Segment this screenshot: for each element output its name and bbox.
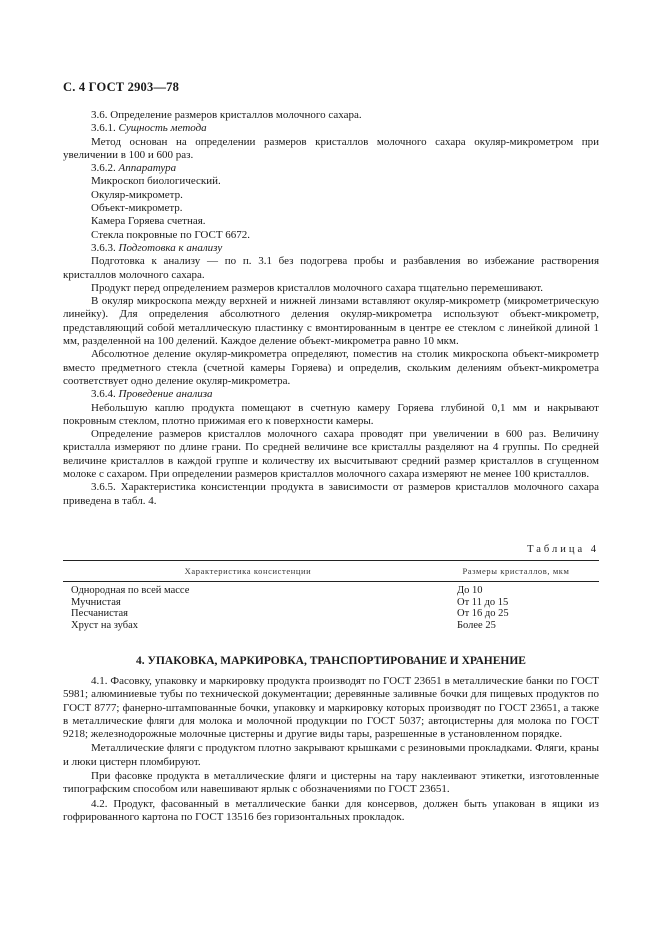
column-header-size: Размеры кристаллов, мкм [462,566,570,576]
subsection-title: Подготовка к анализу [118,241,223,254]
page-header: С. 4 ГОСТ 2903—78 [63,80,180,94]
cell-size: От 16 до 25 [457,608,509,619]
body-text [63,109,599,508]
cell-size: От 11 до 15 [457,596,509,608]
paragraph: 4.2. Продукт, фасованный в металлические банки для консервов, должен быть упакован в ящики из гофрированного картона по ГОСТ 13516 без горизонтальных прокладок. [63,797,599,823]
table-row [63,585,599,597]
cell-consistency: Мучнистая [71,596,121,608]
section-title: 4. УПАКОВКА, МАРКИРОВКА, ТРАНСПОРТИРОВАНИЕ И ХРАНЕНИЕ [136,655,526,667]
subsection-title: Сущность метода [118,122,207,135]
section-text [63,675,599,825]
paragraph: 3.6.2. Аппаратура [91,162,177,175]
paragraph: 3.6.4. Проведение анализа [91,388,213,401]
paragraph: Абсолютное деление окуляр-микрометра определяют, поместив на столик микроскопа объект-микрометр вместо предметного стекла (счетной камеры Горяева) и определив, скольким делениям объект-микрометра соответствует одно деление окуляр-микрометра. [63,348,599,387]
cell-consistency: Хруст на зубах [71,619,139,631]
table-caption: Таблица 4 [527,544,599,555]
table-row [63,620,599,632]
paragraph: Определение размеров кристаллов молочного сахара проводят при увеличении в 600 раз. Величину кристалла измеряют по длине грани. По средней величине все кристаллы разделяют на 4 группы. По средней величине кристаллов в каждой группе и количеству их высчитывают средний размер кристаллов в сгущенном молоке с сахаром. При определении размеров кристаллов молочного сахара измеряют не менее 100 кристаллов. [63,428,599,481]
paragraph: При фасовке продукта в металлические фляги и цистерны на тару наклеивают этикетки, изготовленные типографским способом или навешивают ярлык с обозначениями по ГОСТ 23651. [63,770,599,796]
paragraph: 3.6.5. Характеристика консистенции продукта в зависимости от размеров кристаллов молочного сахара приведена в табл. 4. [63,481,599,507]
list-item: Окуляр-микрометр. [91,188,183,201]
table-header [63,561,599,581]
paragraph: Небольшую каплю продукта помещают в счетную камеру Горяева глубиной 0,1 мм и накрывают покровным стеклом, плотно прижимая его к поверхности камеры. [63,401,599,427]
subsection-title: Проведение анализа [118,388,213,401]
paragraph: 3.6.1. Сущность метода [91,122,207,135]
paragraph: Металлические фляги с продуктом плотно закрывают крышками с резиновыми прокладками. Фляги, краны и люки цистерн пломбируют. [63,742,599,768]
table-row [63,608,599,620]
list-item: Микроскоп биологический. [91,175,221,188]
paragraph: Продукт перед определением размеров кристаллов молочного сахара тщательно перемешивают. [91,281,543,294]
cell-size: До 10 [457,585,483,596]
subsection-title: Аппаратура [118,162,177,175]
cell-consistency: Песчанистая [71,608,129,619]
paragraph: В окуляр микроскопа между верхней и нижней линзами вставляют окуляр-микрометр (микрометрическую линейку). Для определения абсолютного деления окуляр-микрометра используют объект-микрометр, представляющий собой металлическую пластинку с вмонтированным в центре ее стеклом с линейкой длиной 1 мм, разделенной на 100 делений. Каждое деление объект-микрометра равно 10 мкм. [63,295,599,348]
column-header-consistency: Характеристика консистенции [184,566,312,576]
paragraph: 3.6.3. Подготовка к анализу [91,241,223,254]
table-4 [63,560,599,631]
paragraph: Подготовка к анализу — по п. 3.1 без подогрева пробы и разбавления во избежание растворения кристаллов молочного сахара. [63,255,599,281]
paragraph: 3.6. Определение размеров кристаллов молочного сахара. [91,109,362,121]
list-item: Стекла покровные по ГОСТ 6672. [91,228,251,241]
paragraph: 4.1. Фасовку, упаковку и маркировку продукта производят по ГОСТ 23651 в металлические банки по ГОСТ 5981; алюминиевые тубы по технической документации; деревянные заливные бочки для пищевых продуктов по ГОСТ 8777; фанерно-штампованные бочки, упаковку и маркировку которых производят по ГОСТ 23651, а также в металлические фляги для молока и молочной продукции по ГОСТ 5037; автоцистерны для молока по ГОСТ 9218; железнодорожные молочные цистерны и другие виды тары, разрешенные в установленном порядке. [63,675,599,741]
cell-consistency: Однородная по всей массе [71,585,190,596]
table-body [63,582,599,631]
cell-size: Более 25 [457,619,496,631]
paragraph: Метод основан на определении размеров кристаллов молочного сахара окуляр-микрометром при увеличении в 100 и 600 раз. [63,135,599,161]
table-row [63,597,599,609]
list-item: Объект-микрометр. [91,202,183,215]
list-item: Камера Горяева счетная. [91,215,206,228]
